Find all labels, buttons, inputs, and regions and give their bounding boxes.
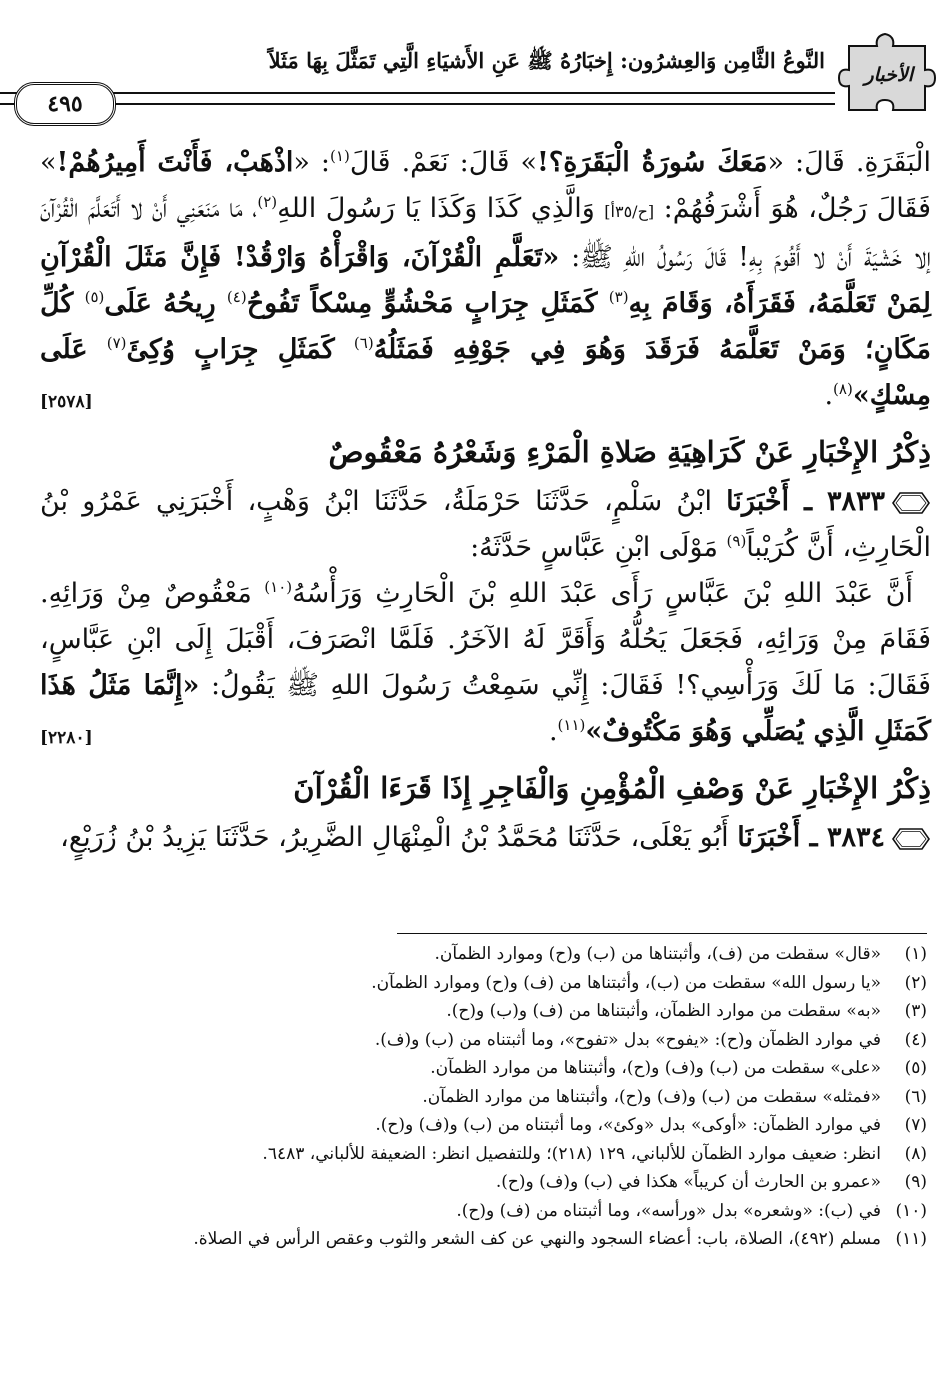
footnote-ref[interactable]: (١) <box>330 147 350 165</box>
footnote-ref[interactable]: (٧) <box>106 334 127 352</box>
footnote-ref[interactable]: (٩) <box>726 532 747 550</box>
hadith-3833-isnad: ٣٨٣٣ ـ أَخْبَرَنَا ابْنُ سَلْمٍ، حَدَّثَنَا حَرْمَلَةُ، حَدَّثَنَا ابْنُ وَهْبٍ، أَخْبَرَنِي عَمْرُو بْنُ الْحَارِثِ، أَنَّ كُرَيْباً$^{(٩)}$ مَوْلَى ابْنِ عَبَّاسٍ حَدَّثَهُ: <box>40 486 931 563</box>
page-header <box>100 40 935 124</box>
page-number: ٤٩٥ <box>14 82 116 126</box>
footnote-ref[interactable]: (١٠) <box>264 578 293 596</box>
footnotes <box>40 940 927 1254</box>
section-heading: ذِكْرُ الإِخْبَارِ عَنْ كَرَاهِيَةِ صَلاةِ الْمَرْءِ وَشَعْرُهُ مَعْقُوصٌ <box>328 435 931 469</box>
chapter-label: الأخبار <box>864 64 913 86</box>
manuscript-marker: [ح/٣٥أ] <box>604 202 655 221</box>
hadith-3833-matn: أَنَّ عَبْدَ اللهِ بْنَ عَبَّاسٍ رَأَى عَبْدَ اللهِ بْنَ الْحَارِثِ وَرَأْسُهُ$^{(١٠)}$ مَعْقُوصٌ مِنْ وَرَائِهِ. فَقَامَ مِنْ وَرَائِهِ، فَجَعَلَ يَحُلُّهُ وَأَقَرَّ لَهُ الآخَرُ. فَلَمَّا انْصَرَفَ، أَقْبَلَ إِلَى ابْنِ عَبَّاسٍ، فَقَالَ: مَا لَكَ وَرَأْسِي؟! فَقَالَ: إِنِّي سَمِعْتُ رَسُولَ اللهِ ﷺ يَقُولُ: «إِنَّمَا مَثَلُ هَذَا كَمَثَلِ الَّذِي يُصَلِّي وَهُوَ مَكْتُوفٌ»$^{(١١)}$. [٢٢٨٠] <box>40 571 931 755</box>
section-heading: ذِكْرُ الإِخْبَارِ عَنْ وَصْفِ الْمُؤْمِنِ وَالْفَاجِرِ إِذَا قَرَءَا الْقُرْآنَ <box>293 771 931 805</box>
footnote: (٦) «فمثله» سقطت من (ب) و(ف) و(ح)، وأثبتناها من موارد الظمآن. <box>422 1086 927 1107</box>
footnote: (٤) في موارد الظمآن و(ح): «يفوح» بدل «تفوح»، وما أثبتناه من (ب) و(ف). <box>374 1029 927 1050</box>
footnote-ref[interactable]: (٣) <box>608 288 629 306</box>
footnote: (٧) في موارد الظمآن: «أوكى» بدل «وكئ»، وما أثبتناه من (ب) و(ف) و(ح). <box>375 1115 927 1135</box>
hadith-reference: [٢٢٨٠] <box>40 728 93 748</box>
akhbarana-badge-icon <box>891 491 931 515</box>
hadith-3834-isnad: ٣٨٣٤ ـ أَخْبَرَنَا أَبُو يَعْلَى، حَدَّثَنَا مُحَمَّدُ بْنُ الْمِنْهَالِ الضَّرِيرُ، حَدَّثَنَا يَزِيدُ بْنُ زُرَيْعٍ، <box>40 815 931 861</box>
footnote-ref[interactable]: (٤) <box>226 288 247 306</box>
footnote-ref[interactable]: (٦) <box>353 334 374 352</box>
paragraph-1: الْبَقَرَةِ. قَالَ: «مَعَكَ سُورَةُ الْبَقَرَةِ؟!» قَالَ: نَعَمْ. قَالَ$^{(١)}$: «اذْهَبْ، فَأَنْتَ أَمِيرُهُمْ!» فَقَالَ رَجُلٌ، هُوَ أَشْرَفُهُمْ: [ح/٣٥أ] وَالَّذِي كَذَا وَكَذَا يَا رَسُولَ اللهِ$^{(٢)}$، مَا مَنَعَنِي أَنْ لا أَتَعَلَّمَ الْقُرْآنَ إلا خَشْيَةَ أَنْ لا أَقُومَ بِهِ! قَالَ رَسُولُ اللهِ ﷺ: «تَعَلَّمِ الْقُرْآنَ، وَاقْرَأْهُ وَارْقُدْ! فَإِنَّ مَثَلَ الْقُرْآنِ لِمَنْ تَعَلَّمَهُ، فَقَرَأَهُ، وَقَامَ بِهِ$^{(٣)}$ كَمَثَلِ جِرَابٍ مَحْشُوٍّ مِسْكاً تَفُوحُ$^{(٤)}$ رِيحُهُ عَلَى$^{(٥)}$ كُلِّ مَكَانٍ؛ وَمَنْ تَعَلَّمَهُ فَرَقَدَ وَهُوَ فِي جَوْفِهِ فَمَثَلُهُ$^{(٦)}$ كَمَثَلِ جِرَابٍ وُكِئَ$^{(٧)}$ عَلَى مِسْكٍ»$^{(٨)}$. [٢٥٧٨] <box>40 140 931 419</box>
footnote: (١٠) في (ب): «وشعره» بدل «ورأسه»، وما أثبتناه من (ف) و(ح). <box>456 1200 927 1221</box>
footnote: (٣) «به» سقطت من موارد الظمآن، وأثبتناها من (ف) و(ب) و(ح). <box>446 1001 927 1021</box>
header-rule-left <box>0 92 14 105</box>
footnote-divider <box>397 933 927 934</box>
footnote-ref[interactable]: (٨) <box>833 380 853 398</box>
header-rule <box>14 92 835 105</box>
footnote-ref[interactable]: (١١) <box>557 716 586 734</box>
footnote: (١) «قال» سقطت من (ف)، وأثبتناها من (ب) و(ح) وموارد الظمآن. <box>434 944 927 964</box>
footnote: (٨) انظر: ضعيف موارد الظمآن للألباني، ١٢٩ (٢١٨)؛ وللتفصيل انظر: الضعيفة للألباني، ٦٤٨٣. <box>262 1143 927 1164</box>
footnote: (٢) «يا رسول الله» سقطت من (ب)، وأثبتناها من (ف) و(ح) وموارد الظمآن. <box>371 972 927 993</box>
footnote: (٥) «على» سقطت من (ب) و(ف) و(ح)، وأثبتناها من موارد الظمآن. <box>430 1058 927 1078</box>
footnote: (١١) مسلم (٤٩٢)، الصلاة، باب: أعضاء السجود والنهي عن كف الشعر والثوب وعقص الرأس في الصلاة. <box>193 1229 927 1249</box>
footnote-ref[interactable]: (٥) <box>84 288 105 306</box>
hadith-number: ٣٨٣٤ ـ أَخْبَرَنَا <box>737 822 885 853</box>
running-title: النَّوعُ الثَّامِن وَالعِشرُون: إِخبَارُهُ ﷺ عَنِ الأَشيَاءِ الَّتِي تَمَثَّلَ بِهَا مَثَلاً <box>268 48 825 73</box>
main-text <box>40 140 931 861</box>
akhbarana-badge-icon <box>891 827 931 851</box>
footnote-ref[interactable]: (٢) <box>257 193 278 211</box>
footnote: (٩) «عمرو بن الحارث أن كريباً» هكذا في (ب) و(ف) و(ح). <box>495 1172 927 1192</box>
hadith-number: ٣٨٣٣ ـ أَخْبَرَنَا <box>726 486 885 517</box>
hadith-reference: [٢٥٧٨] <box>40 392 93 412</box>
